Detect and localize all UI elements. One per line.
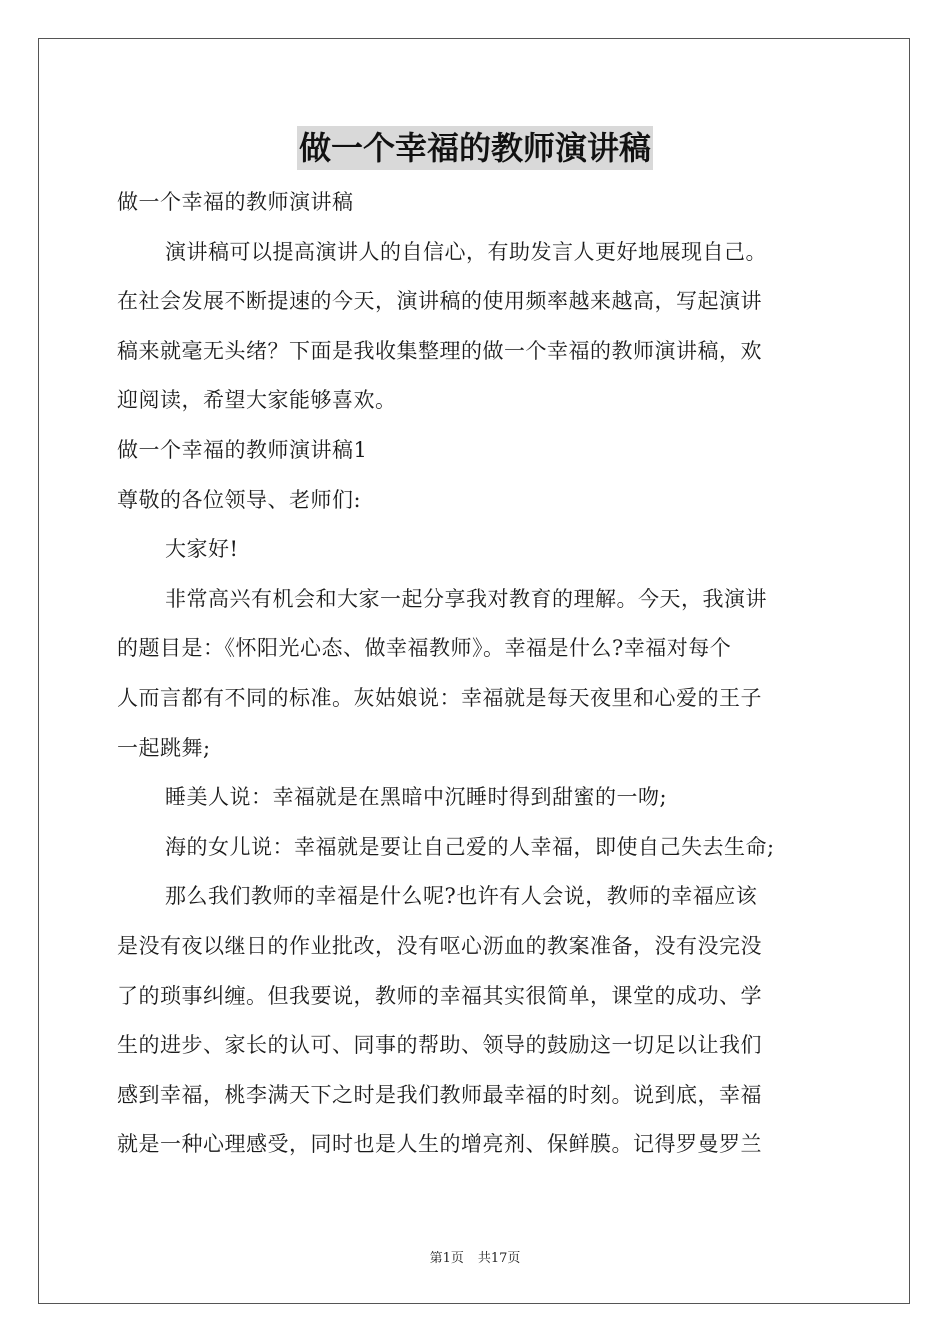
text-line: 是没有夜以继日的作业批改，没有呕心沥血的教案准备，没有没完没 (117, 933, 762, 958)
text-line: 大家好! (165, 537, 239, 562)
text-line: 尊敬的各位领导、老师们: (117, 487, 362, 512)
text-line: 睡美人说：幸福就是在黑暗中沉睡时得到甜蜜的一吻; (165, 785, 668, 810)
text-line: 的题目是：《怀阳光心态、做幸福教师》。幸福是什么?幸福对每个 (117, 636, 732, 661)
document-title: 做一个幸福的教师演讲稿 (297, 126, 653, 170)
document-body (117, 178, 845, 1170)
text-line: 稿来就毫无头绪？下面是我收集整理的做一个幸福的教师演讲稿，欢 (117, 338, 762, 363)
text-line: 在社会发展不断提速的今天，演讲稿的使用频率越来越高，写起演讲 (117, 289, 762, 314)
title-container (0, 126, 950, 170)
text-line: 那么我们教师的幸福是什么呢?也许有人会说，教师的幸福应该 (165, 884, 758, 909)
text-line: 人而言都有不同的标准。灰姑娘说：幸福就是每天夜里和心爱的王子 (117, 685, 762, 710)
page-number: 第1页 (429, 1251, 464, 1266)
page-footer (0, 1247, 950, 1266)
text-line: 生的进步、家长的认可、同事的帮助、领导的鼓励这一切足以让我们 (117, 1033, 762, 1058)
text-line: 了的琐事纠缠。但我要说，教师的幸福其实很简单，课堂的成功、学 (117, 983, 762, 1008)
text-line: 做一个幸福的教师演讲稿1 (117, 437, 368, 462)
text-line: 做一个幸福的教师演讲稿 (117, 190, 354, 214)
text-line: 海的女儿说：幸福就是要让自己爱的人幸福，即使自己失去生命; (165, 834, 775, 859)
page-total: 共17页 (477, 1251, 521, 1266)
text-line: 迎阅读，希望大家能够喜欢。 (117, 388, 397, 413)
text-line: 一起跳舞; (117, 735, 211, 760)
text-line: 非常高兴有机会和大家一起分享我对教育的理解。今天，我演讲 (165, 586, 767, 611)
text-line: 感到幸福，桃李满天下之时是我们教师最幸福的时刻。说到底，幸福 (117, 1082, 762, 1107)
text-line: 演讲稿可以提高演讲人的自信心，有助发言人更好地展现自己。 (165, 239, 767, 264)
text-line: 就是一种心理感受，同时也是人生的增亮剂、保鲜膜。记得罗曼罗兰 (117, 1132, 762, 1157)
